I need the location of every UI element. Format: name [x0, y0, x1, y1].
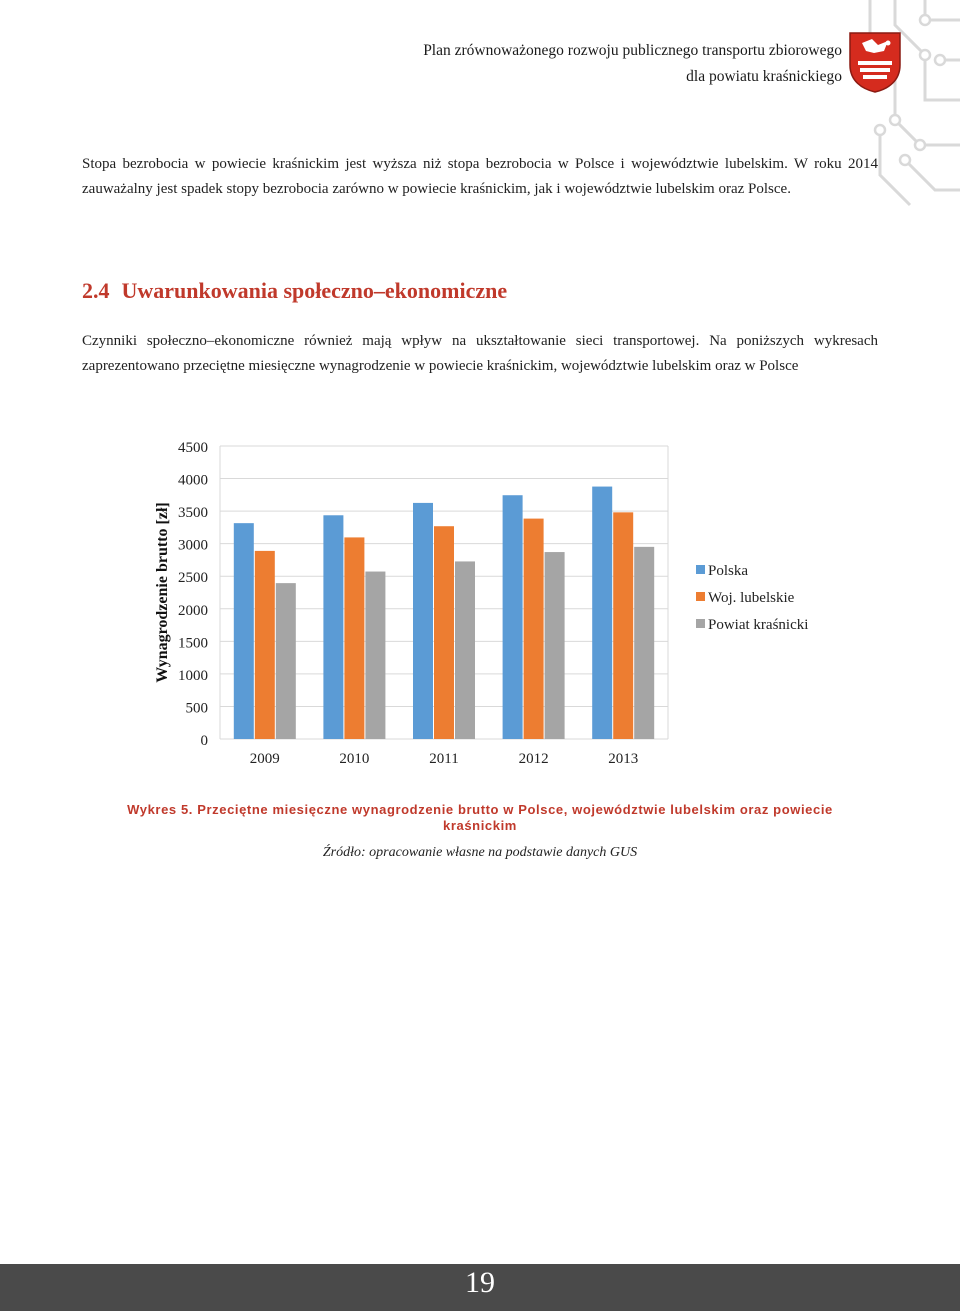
y-tick-label: 2000	[178, 602, 208, 619]
bar-powiat-kra-nicki-2009	[276, 583, 296, 739]
legend-swatch	[696, 565, 705, 574]
intro-paragraph: Stopa bezrobocia w powiecie kraśnickim jest wyższa niż stopa bezrobocia w Polsce i województwie lubelskim. W roku 2014 zauważalny jest spadek stopy bezrobocia zarówno w powiecie kraśnickim, jak i województwie lubelskim oraz Polsce.	[82, 156, 878, 197]
y-tick-label: 3500	[178, 505, 208, 522]
bar-polska-2012	[503, 495, 523, 739]
y-axis-ticks	[178, 440, 208, 749]
bar-powiat-kra-nicki-2013	[634, 547, 654, 739]
legend-label: Woj. lubelskie	[708, 590, 795, 606]
document-header	[423, 38, 842, 90]
y-tick-label: 4500	[178, 440, 208, 456]
section-number: 2.4	[82, 278, 110, 303]
y-tick-label: 4000	[178, 472, 208, 489]
bar-polska-2013	[592, 487, 612, 739]
y-tick-label: 1000	[178, 667, 208, 684]
bar-woj-lubelskie-2013	[613, 512, 633, 739]
bar-woj-lubelskie-2012	[524, 519, 544, 739]
x-tick-label: 2009	[249, 751, 280, 767]
header-title-line1: Plan zrównoważonego rozwoju publicznego transportu zbiorowego	[423, 42, 842, 59]
bar-woj-lubelskie-2011	[434, 526, 454, 739]
legend-label: Powiat kraśnicki	[708, 617, 809, 633]
figure-caption: Wykres 5. Przeciętne miesięczne wynagrodzenie brutto w Polsce, województwie lubelskim oraz powiecie kraśnickim	[127, 802, 833, 833]
bar-powiat-kra-nicki-2012	[545, 552, 565, 739]
salary-chart	[140, 430, 840, 780]
section-heading	[82, 278, 507, 304]
chart-bars	[234, 487, 654, 739]
bar-polska-2011	[413, 503, 433, 739]
y-axis-label: Wynagrodzenie brutto [zł]	[154, 502, 171, 683]
bar-woj-lubelskie-2009	[255, 551, 275, 739]
y-tick-label: 500	[185, 700, 208, 717]
coat-of-arms-logo	[848, 31, 902, 93]
y-tick-label: 1500	[178, 635, 208, 652]
y-tick-label: 3000	[178, 537, 208, 554]
bar-polska-2010	[323, 515, 343, 739]
y-tick-label: 2500	[178, 570, 208, 587]
x-axis-ticks	[250, 751, 638, 767]
x-tick-label: 2013	[608, 751, 639, 767]
bar-polska-2009	[234, 523, 254, 739]
section-paragraph: Czynniki społeczno–ekonomiczne również mają wpływ na ukształtowanie sieci transportowej. Na poniższych wykresach zaprezentowano przeciętne miesięczne wynagrodzenie w powiecie kraśnickim, województwie lubelskim oraz w Polsce	[82, 333, 878, 374]
legend-label: Polska	[708, 563, 749, 579]
x-tick-label: 2011	[429, 751, 459, 767]
bar-powiat-kra-nicki-2011	[455, 561, 475, 739]
header-title-line2: dla powiatu kraśnickiego	[686, 68, 842, 85]
bar-woj-lubelskie-2010	[344, 537, 364, 739]
section-title: Uwarunkowania społeczno–ekonomiczne	[121, 278, 508, 303]
x-tick-label: 2012	[518, 751, 549, 767]
page-number: 19	[465, 1266, 495, 1299]
legend-swatch	[696, 619, 705, 628]
y-tick-label: 0	[200, 733, 208, 749]
bar-powiat-kra-nicki-2010	[365, 572, 385, 739]
legend-swatch	[696, 592, 705, 601]
x-tick-label: 2010	[339, 751, 370, 767]
chart-legend	[696, 563, 808, 633]
figure-source: Źródło: opracowanie własne na podstawie danych GUS	[322, 845, 638, 860]
